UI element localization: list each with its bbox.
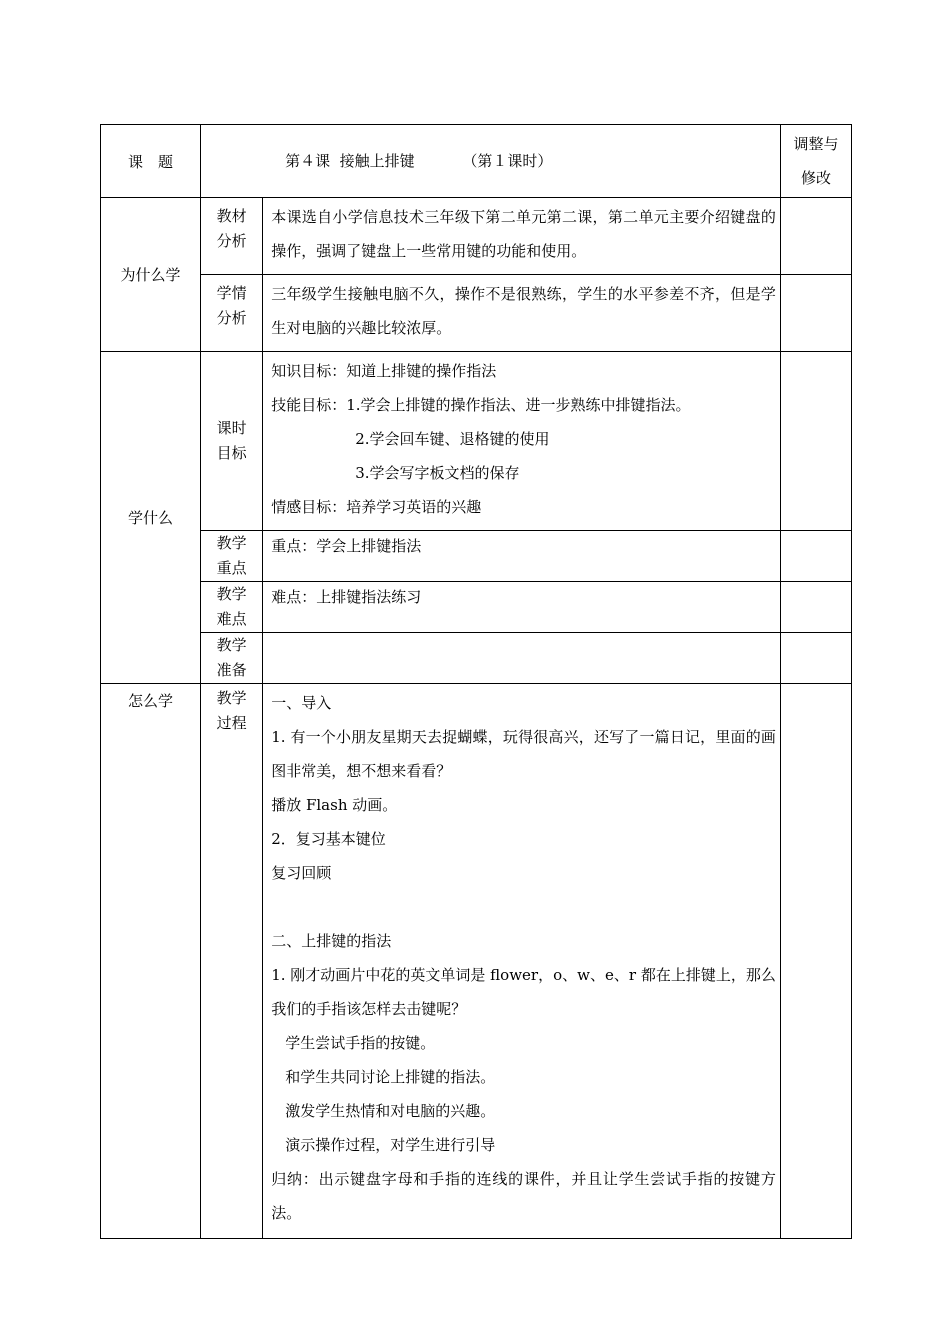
key-row xyxy=(101,531,852,582)
difficult-label: 教学 难点 xyxy=(201,582,263,633)
process-label: 教学 过程 xyxy=(201,684,263,1239)
prep-text xyxy=(263,633,781,684)
difficult-row xyxy=(101,582,852,633)
section-how: 怎么学 xyxy=(101,684,201,1239)
section-why: 为什么学 xyxy=(101,198,201,352)
process-line: 播放 Flash 动画。 xyxy=(271,796,398,814)
topic-label: 课 题 xyxy=(101,125,201,198)
section-what: 学什么 xyxy=(101,352,201,684)
process-line: 归纳：出示键盘字母和手指的连线的课件，并且让学生尝试手指的按键方法。 xyxy=(271,1170,776,1222)
key-label: 教学 重点 xyxy=(201,531,263,582)
goal-emotion: 情感目标：培养学习英语的兴趣 xyxy=(271,498,482,516)
process-line: 学生尝试手指的按键。 xyxy=(285,1034,436,1052)
goal-skill-2: 2.学会回车键、退格键的使用 xyxy=(355,430,550,448)
process-line: 一、导入 xyxy=(271,694,332,712)
adjust-cell xyxy=(780,633,851,684)
process-line: 演示操作过程，对学生进行引导 xyxy=(285,1136,496,1154)
goal-skill-3: 3.学会写字板文档的保存 xyxy=(355,464,520,482)
goals-label: 课时 目标 xyxy=(201,352,263,531)
process-text xyxy=(263,684,781,1239)
prep-label: 教学 准备 xyxy=(201,633,263,684)
process-line: 1. 有一个小朋友星期天去捉蝴蝶，玩得很高兴，还写了一篇日记，里面的画图非常美，想不想来看看？ xyxy=(271,728,776,780)
adjust-cell xyxy=(780,198,851,275)
adjust-label-2: 修改 xyxy=(800,169,831,187)
process-line: 二、上排键的指法 xyxy=(271,932,392,950)
adjust-cell xyxy=(780,684,851,1239)
lesson-plan-table xyxy=(100,124,852,1239)
material-analysis-text: 本课选自小学信息技术三年级下第二单元第二课，第二单元主要介绍键盘的操作，强调了键盘上一些常用键的功能和使用。 xyxy=(263,198,781,275)
header-row xyxy=(101,125,852,198)
student-analysis-text: 三年级学生接触电脑不久，操作不是很熟练，学生的水平参差不齐，但是学生对电脑的兴趣比较浓厚。 xyxy=(263,275,781,352)
adjust-cell xyxy=(780,531,851,582)
adjust-label-1: 调整与 xyxy=(793,135,839,153)
prep-row xyxy=(101,633,852,684)
process-line: 2．复习基本键位 xyxy=(271,830,386,848)
process-line: 和学生共同讨论上排键的指法。 xyxy=(285,1068,496,1086)
blank-line xyxy=(271,890,776,924)
student-label: 学情 分析 xyxy=(201,275,263,352)
lesson-title: 第４课 接触上排键 xyxy=(285,152,415,170)
adjust-cell xyxy=(780,582,851,633)
process-line: 激发学生热情和对电脑的兴趣。 xyxy=(285,1102,496,1120)
goal-skill: 技能目标：1.学会上排键的操作指法、进一步熟练中排键指法。 xyxy=(271,396,691,414)
lesson-period: （第１课时） xyxy=(462,152,553,170)
adjust-header xyxy=(780,125,851,198)
material-row xyxy=(101,198,852,275)
student-row xyxy=(101,275,852,352)
adjust-cell xyxy=(780,275,851,352)
key-text: 重点：学会上排键指法 xyxy=(263,531,781,582)
adjust-cell xyxy=(780,352,851,531)
goals-list xyxy=(263,352,781,531)
material-label: 教材 分析 xyxy=(201,198,263,275)
process-line: 复习回顾 xyxy=(271,864,332,882)
process-row xyxy=(101,684,852,1239)
lesson-title-cell xyxy=(201,125,781,198)
process-line: 1. 刚才动画片中花的英文单词是 flower，o、w、e、r 都在上排键上，那么我们的手指该怎样去击键呢？ xyxy=(271,966,776,1018)
goals-row xyxy=(101,352,852,531)
goal-knowledge: 知识目标：知道上排键的操作指法 xyxy=(271,362,497,380)
difficult-text: 难点：上排键指法练习 xyxy=(263,582,781,633)
